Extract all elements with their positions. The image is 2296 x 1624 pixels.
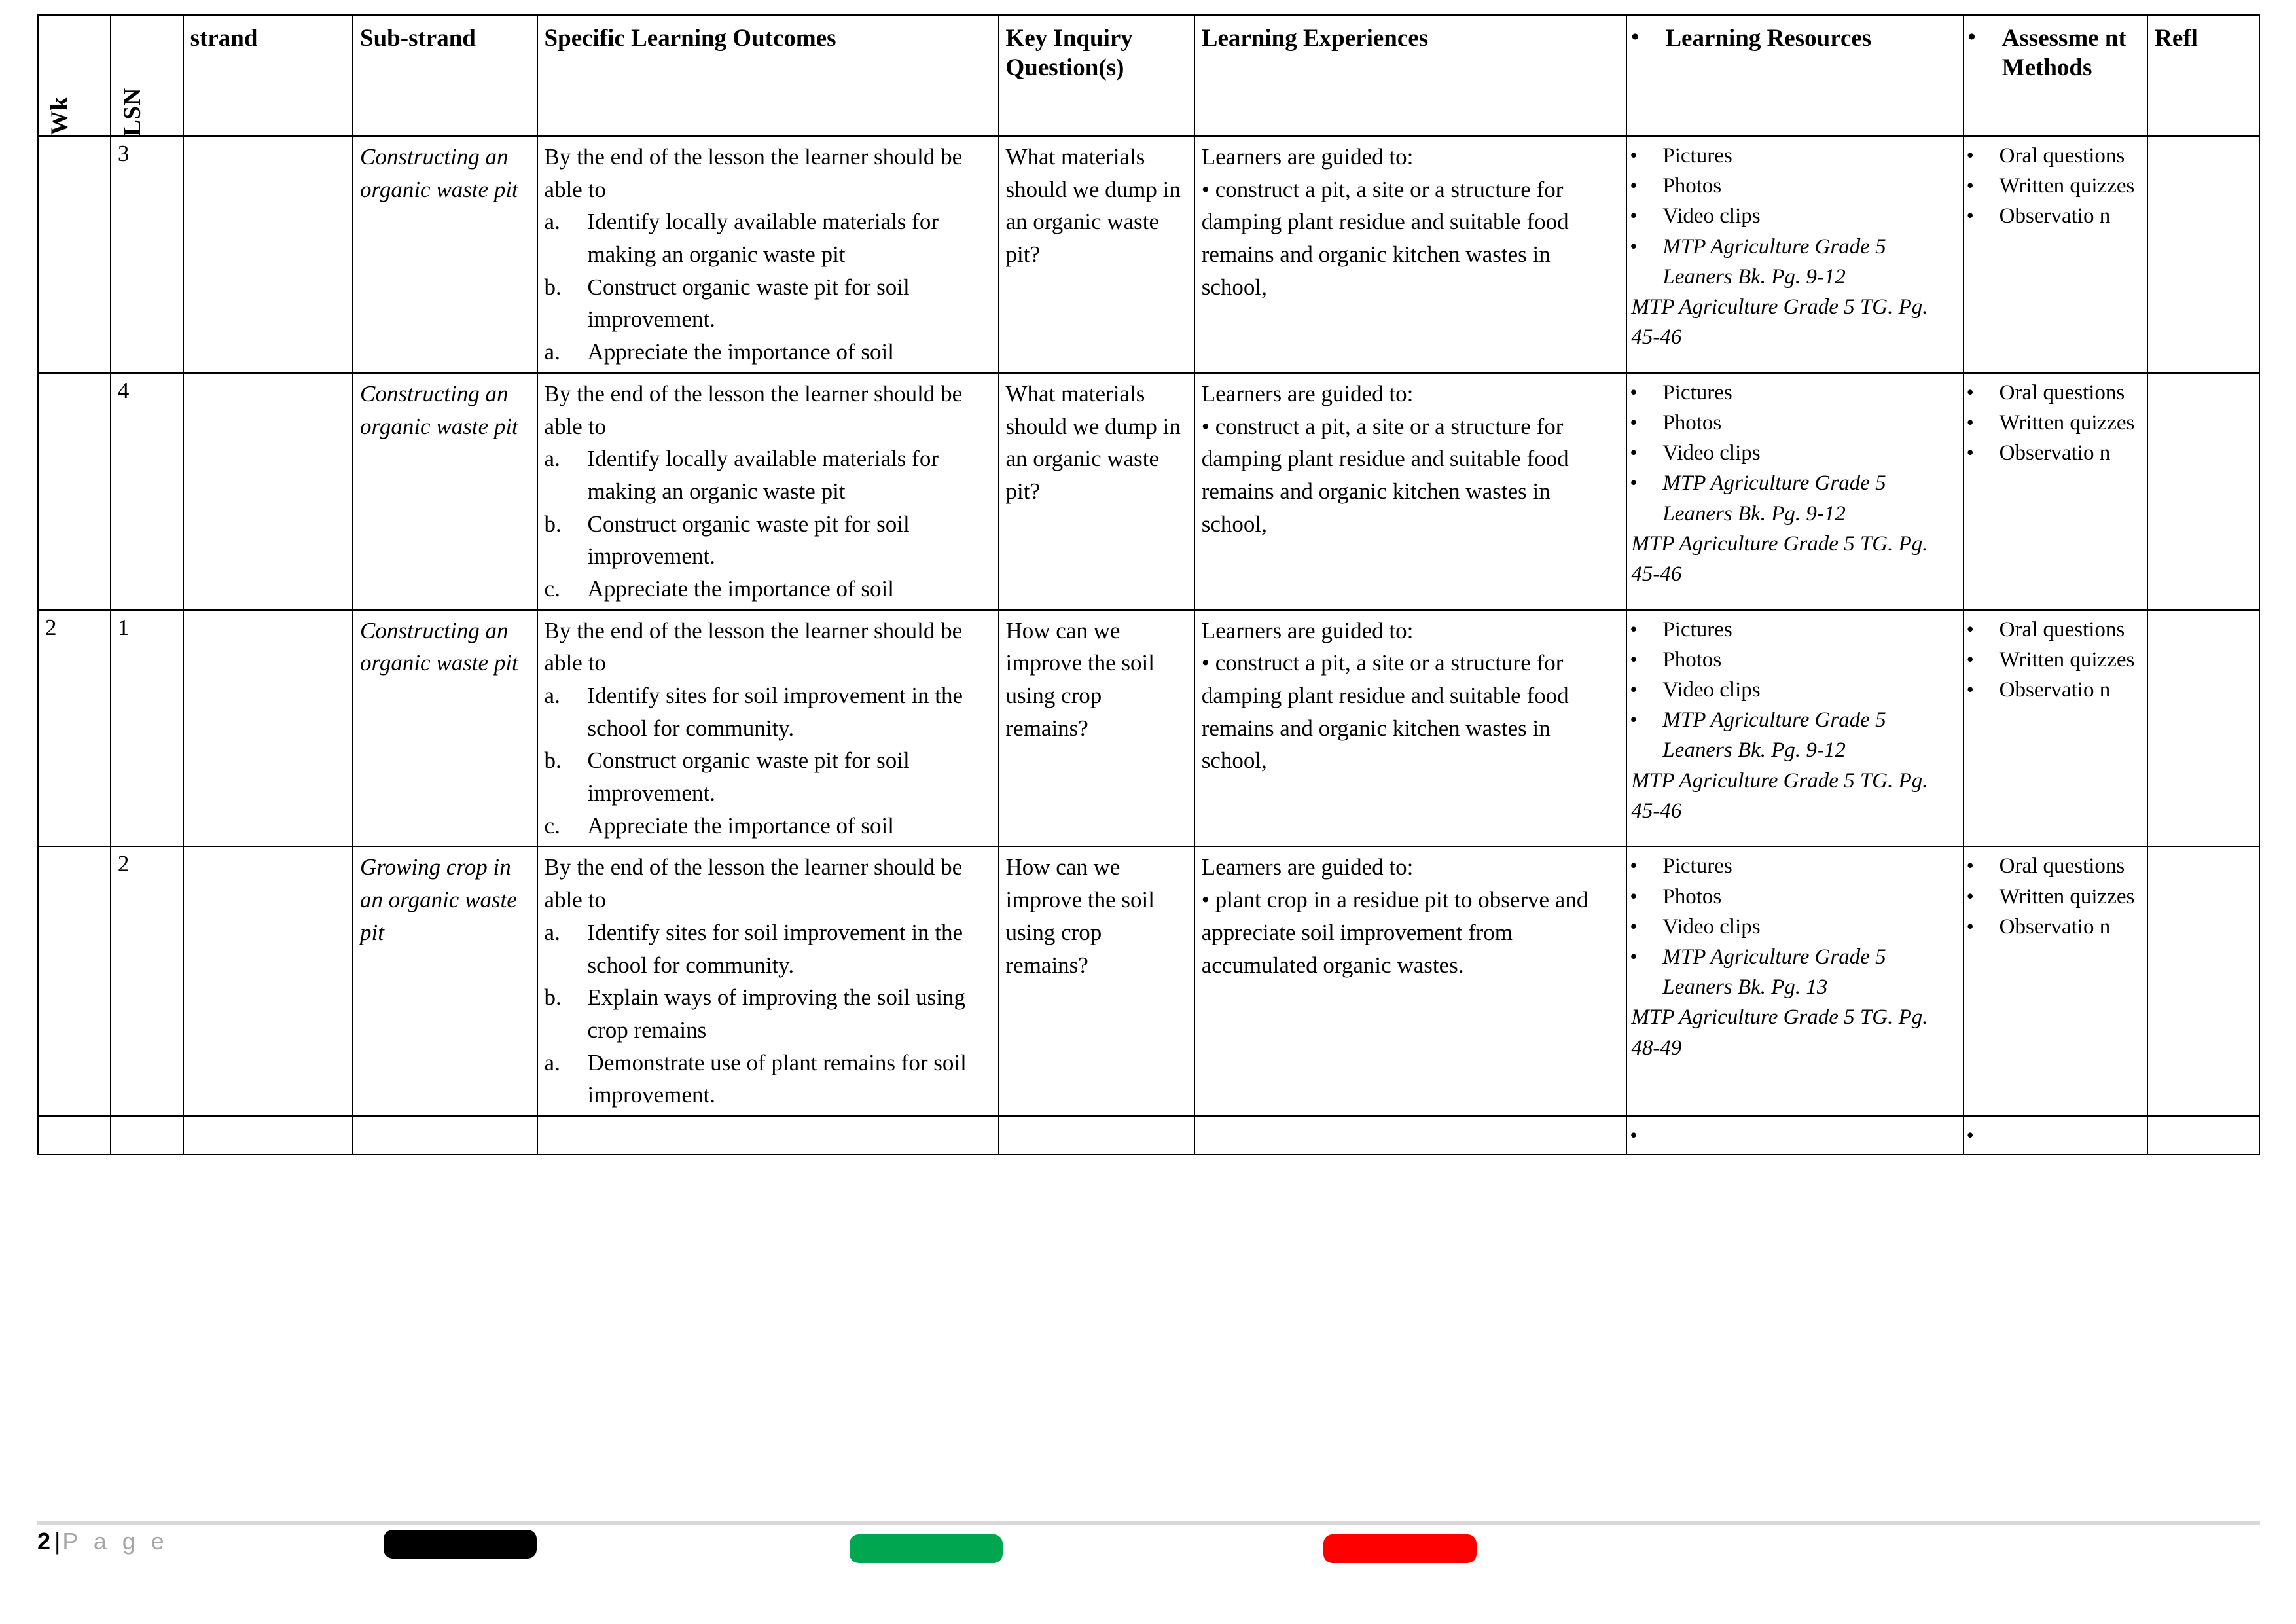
slo-text: Identify sites for soil improvement in the school for community. (587, 683, 963, 741)
assessment-item (1966, 438, 2142, 468)
cell-learning-resources (1626, 846, 1963, 1116)
column-header-key-inquiry-questions (999, 15, 1194, 136)
assessment-item (1966, 615, 2142, 645)
assessment-item (1966, 1121, 2142, 1150)
bullet-icon: • (1630, 617, 1638, 641)
assessment-text: Oral questions (1999, 144, 2125, 168)
cell-lsn: 1 (111, 610, 183, 847)
resource-text: MTP Agriculture Grade 5 Leaners Bk. Pg. 13 (1662, 945, 1886, 1000)
bullet-icon: • (1630, 708, 1638, 732)
slo-marker: a. (544, 683, 560, 708)
slo-intro: By the end of the lesson the learner should be able to (544, 144, 963, 202)
column-header-learning-experiences (1194, 15, 1627, 136)
resources-list (1630, 378, 1957, 529)
cell-lsn: 3 (111, 136, 183, 373)
slo-list (545, 916, 993, 1111)
column-header-lres-label: Learning Resources (1665, 25, 1872, 52)
resource-teacher-guide: MTP Agriculture Grade 5 TG. Pg. 48-49 (1631, 1005, 1928, 1060)
slo-marker: c. (544, 812, 560, 839)
slo-list-item (545, 981, 993, 1046)
bullet-icon: • (1630, 441, 1638, 465)
column-header-wk (38, 15, 111, 136)
resource-teacher-guide: MTP Agriculture Grade 5 TG. Pg. 45-46 (1631, 532, 1928, 586)
lex-item: • construct a pit, a site or a structure for damping plant residue and suitable food remains and organic kitchen wastes in school, (1201, 176, 1569, 300)
lex-item: • plant crop in a residue pit to observe and appreciate soil improvement from accumulated organic wastes. (1201, 887, 1588, 978)
bullet-icon: • (1966, 441, 1974, 465)
bullet-icon: • (1966, 380, 1974, 404)
bullet-icon: • (1630, 471, 1638, 495)
page-number: 2 (37, 1528, 51, 1555)
column-header-slo-label: Specific Learning Outcomes (544, 25, 836, 52)
cell-strand (183, 846, 353, 1116)
cell-sub-strand (353, 846, 537, 1116)
slo-list (545, 679, 993, 842)
cell-lsn: 2 (111, 846, 183, 1116)
slo-marker: b. (544, 748, 562, 774)
cell-wk (38, 373, 111, 610)
assessment-item (1966, 378, 2142, 408)
cell-reflection (2147, 373, 2259, 610)
bullet-icon: • (1630, 854, 1638, 878)
resource-text: Photos (1662, 647, 1722, 672)
sub-strand-text: Constructing an organic waste pit (360, 617, 518, 676)
slo-marker: b. (544, 274, 562, 300)
resource-text: Video clips (1662, 204, 1761, 228)
bullet-icon: • (1966, 410, 1974, 434)
bullet-icon: • (1966, 647, 1974, 671)
resource-teacher-guide: MTP Agriculture Grade 5 TG. Pg. 45-46 (1631, 768, 1928, 823)
assessment-item (1966, 675, 2142, 705)
cell-sub-strand (353, 136, 537, 373)
lex-intro: Learners are guided to: (1201, 380, 1414, 406)
cell-reflection (2147, 1116, 2259, 1155)
resources-list (1630, 141, 1957, 292)
cell-learning-resources (1626, 373, 1963, 610)
cell-learning-experiences (1194, 1116, 1627, 1155)
cell-specific-learning-outcomes (537, 1116, 999, 1155)
table-row (38, 846, 2259, 1116)
slo-text: Appreciate the importance of soil (587, 812, 894, 839)
resources-list (1630, 615, 1957, 766)
assessment-list (1966, 378, 2142, 469)
slo-text: Identify locally available materials for making an organic waste pit (587, 446, 939, 504)
bullet-icon: • (1630, 914, 1638, 938)
bullet-icon: • (1966, 204, 1974, 228)
bullet-icon: • (1630, 1123, 1638, 1147)
column-header-strand-label: strand (190, 25, 258, 52)
assessment-item (1966, 882, 2142, 912)
assessment-text: Observatio n (1999, 204, 2111, 228)
cell-learning-experiences (1194, 373, 1627, 610)
cell-wk: 2 (38, 610, 111, 847)
bullet-icon: • (1630, 410, 1638, 434)
cell-lsn: 4 (111, 373, 183, 610)
slo-marker: a. (544, 209, 560, 235)
assessment-item (1966, 912, 2142, 942)
assessment-text: Oral questions (1999, 617, 2125, 641)
assessment-list (1966, 1121, 2142, 1150)
resource-text: Pictures (1662, 617, 1732, 641)
table-header-row (38, 15, 2259, 136)
cell-reflection (2147, 610, 2259, 847)
cell-lsn (111, 1116, 183, 1155)
bullet-icon: • (1630, 380, 1638, 404)
slo-intro: By the end of the lesson the learner should be able to (544, 617, 963, 676)
slo-marker: b. (544, 511, 562, 537)
table-row-empty (38, 1116, 2259, 1155)
bullet-icon: • (1630, 173, 1638, 198)
bullet-icon: • (1966, 854, 1974, 878)
green-bar (850, 1534, 1003, 1563)
slo-list-item (545, 810, 993, 842)
assessment-list (1966, 851, 2142, 942)
resource-item (1630, 882, 1957, 912)
table-row (38, 136, 2259, 373)
assessment-text: Written quizzes (1999, 411, 2135, 435)
slo-list-item (545, 336, 993, 369)
slo-marker: a. (544, 339, 560, 365)
slo-marker: a. (544, 919, 560, 945)
resource-text: Video clips (1662, 441, 1761, 465)
cell-specific-learning-outcomes (537, 846, 999, 1116)
assessment-list (1966, 141, 2142, 232)
resource-teacher-guide: MTP Agriculture Grade 5 TG. Pg. 45-46 (1631, 295, 1928, 350)
column-header-lex-label: Learning Experiences (1201, 25, 1429, 52)
column-header-sub-strand-label: Sub-strand (360, 25, 476, 52)
slo-list-item (545, 508, 993, 573)
resource-text: Photos (1662, 411, 1722, 435)
slo-text: Appreciate the importance of soil (587, 575, 894, 602)
footer-divider (37, 1521, 2260, 1525)
column-header-kiq-label: Key Inquiry Question(s) (1005, 25, 1133, 82)
slo-intro: By the end of the lesson the learner should be able to (544, 380, 963, 439)
resource-text: Photos (1662, 884, 1722, 909)
assessment-text: Oral questions (1999, 854, 2125, 878)
column-header-strand (183, 15, 353, 136)
cell-assessment-methods (1964, 610, 2148, 847)
column-header-reflection (2147, 15, 2259, 136)
cell-assessment-methods (1964, 1116, 2148, 1155)
cell-assessment-methods (1964, 136, 2148, 373)
assessment-item (1966, 141, 2142, 171)
assessment-text: Written quizzes (1999, 647, 2135, 672)
cell-key-inquiry-question: How can we improve the soil using crop remains? (999, 610, 1194, 847)
resource-item (1630, 468, 1957, 528)
sub-strand-text: Constructing an organic waste pit (360, 380, 518, 439)
assessment-text: Written quizzes (1999, 174, 2135, 198)
scheme-of-work-table (37, 14, 2260, 1155)
sub-strand-text: Growing crop in an organic waste pit (360, 854, 517, 945)
sub-strand-text: Constructing an organic waste pit (360, 144, 518, 202)
cell-strand (183, 136, 353, 373)
table-row (38, 610, 2259, 847)
lex-intro: Learners are guided to: (1201, 854, 1414, 880)
slo-text: Construct organic waste pit for soil improvement. (587, 274, 910, 333)
assessment-item (1966, 851, 2142, 881)
bullet-icon: • (1966, 677, 1974, 701)
slo-list (545, 206, 993, 368)
column-header-reflection-label: Refl (2155, 25, 2198, 52)
assessment-text: Oral questions (1999, 380, 2125, 405)
cell-specific-learning-outcomes (537, 136, 999, 373)
slo-text: Construct organic waste pit for soil improvement. (587, 748, 910, 806)
resource-text: MTP Agriculture Grade 5 Leaners Bk. Pg. 9-12 (1662, 471, 1886, 526)
bullet-icon: • (1630, 647, 1638, 671)
cell-strand (183, 1116, 353, 1155)
resource-item (1630, 232, 1957, 292)
resource-item (1630, 1121, 1957, 1150)
bullet-icon: • (1967, 25, 1976, 49)
bullet-icon: • (1630, 884, 1638, 908)
cell-learning-experiences (1194, 846, 1627, 1116)
resources-list (1630, 1121, 1957, 1150)
slo-list-item (545, 442, 993, 507)
resource-item (1630, 171, 1957, 201)
bullet-icon: • (1966, 884, 1974, 908)
slo-marker: a. (544, 446, 560, 472)
slo-marker: b. (544, 984, 562, 1011)
slo-text: Demonstrate use of plant remains for soil improvement. (587, 1049, 967, 1108)
bullet-icon: • (1966, 914, 1974, 938)
cell-key-inquiry-question: How can we improve the soil using crop remains? (999, 846, 1194, 1116)
resource-item (1630, 912, 1957, 942)
slo-list-item (545, 1047, 993, 1111)
resource-item (1630, 438, 1957, 468)
cell-sub-strand (353, 1116, 537, 1155)
cell-learning-experiences (1194, 610, 1627, 847)
resource-item (1630, 615, 1957, 645)
resource-text: Pictures (1662, 380, 1732, 405)
black-bar (384, 1530, 537, 1559)
resource-text: Video clips (1662, 678, 1761, 702)
cell-wk (38, 846, 111, 1116)
page-footer (37, 1528, 169, 1555)
slo-text: Appreciate the importance of soil (587, 339, 894, 365)
resource-item (1630, 141, 1957, 171)
resource-item (1630, 705, 1957, 765)
cell-strand (183, 373, 353, 610)
assessment-item (1966, 645, 2142, 675)
cell-learning-experiences (1194, 136, 1627, 373)
resource-item (1630, 408, 1957, 438)
resource-item (1630, 645, 1957, 675)
resource-text: MTP Agriculture Grade 5 Leaners Bk. Pg. 9-12 (1662, 234, 1886, 289)
assessment-item (1966, 408, 2142, 438)
cell-key-inquiry-question (999, 1116, 1194, 1155)
cell-assessment-methods (1964, 373, 2148, 610)
slo-text: Explain ways of improving the soil using crop remains (587, 984, 965, 1043)
page-separator: | (54, 1528, 61, 1555)
table-row (38, 373, 2259, 610)
assessment-list (1966, 615, 2142, 706)
slo-list-item (545, 573, 993, 605)
lex-intro: Learners are guided to: (1201, 617, 1414, 643)
resource-text: Video clips (1662, 914, 1761, 939)
cell-specific-learning-outcomes (537, 610, 999, 847)
bullet-icon: • (1630, 945, 1638, 968)
bullet-icon: • (1966, 173, 1974, 198)
lex-intro: Learners are guided to: (1201, 144, 1414, 170)
lex-item: • construct a pit, a site or a structure for damping plant residue and suitable food remains and organic kitchen wastes in school, (1201, 650, 1569, 774)
bullet-icon: • (1630, 204, 1638, 228)
slo-marker: c. (544, 575, 560, 602)
cell-strand (183, 610, 353, 847)
table-body (38, 136, 2259, 1155)
assessment-item (1966, 171, 2142, 201)
resource-item (1630, 201, 1957, 231)
column-header-assessment-methods (1964, 15, 2148, 136)
column-header-sub-strand (353, 15, 537, 136)
cell-learning-resources (1626, 136, 1963, 373)
resource-text: MTP Agriculture Grade 5 Leaners Bk. Pg. 9-12 (1662, 708, 1886, 763)
bullet-icon: • (1966, 617, 1974, 641)
cell-learning-resources (1626, 610, 1963, 847)
resource-text: Pictures (1662, 854, 1732, 878)
assessment-text: Written quizzes (1999, 884, 2135, 909)
slo-text: Identify locally available materials for making an organic waste pit (587, 209, 939, 268)
column-header-wk-label: Wk (46, 96, 74, 135)
resource-text: Photos (1662, 174, 1722, 198)
cell-learning-resources (1626, 1116, 1963, 1155)
resources-list (1630, 851, 1957, 1002)
column-header-lsn-label: LSN (119, 88, 147, 136)
cell-sub-strand (353, 373, 537, 610)
column-header-specific-learning-outcomes (537, 15, 999, 136)
slo-text: Construct organic waste pit for soil improvement. (587, 511, 910, 569)
slo-list-item (545, 916, 993, 981)
cell-key-inquiry-question: What materials should we dump in an organic waste pit? (999, 373, 1194, 610)
page-label: P a g e (62, 1528, 169, 1555)
resource-item (1630, 675, 1957, 705)
column-header-lsn (111, 15, 183, 136)
resource-item (1630, 378, 1957, 408)
cell-specific-learning-outcomes (537, 373, 999, 610)
assessment-item (1966, 201, 2142, 231)
resource-item (1630, 942, 1957, 1002)
slo-list-item (545, 744, 993, 809)
cell-reflection (2147, 846, 2259, 1116)
cell-sub-strand (353, 610, 537, 847)
assessment-text: Observatio n (1999, 441, 2111, 465)
cell-wk (38, 1116, 111, 1155)
bullet-icon: • (1966, 1123, 1974, 1147)
cell-wk (38, 136, 111, 373)
slo-list-item (545, 271, 993, 336)
cell-key-inquiry-question: What materials should we dump in an organic waste pit? (999, 136, 1194, 373)
slo-list-item (545, 679, 993, 744)
resource-item (1630, 851, 1957, 881)
bullet-icon: • (1630, 234, 1638, 258)
slo-marker: a. (544, 1049, 560, 1075)
bullet-icon: • (1631, 25, 1640, 49)
red-bar (1323, 1534, 1477, 1563)
bullet-icon: • (1966, 143, 1974, 167)
bullet-icon: • (1630, 143, 1638, 167)
slo-text: Identify sites for soil improvement in the school for community. (587, 919, 963, 978)
slo-intro: By the end of the lesson the learner should be able to (544, 854, 963, 913)
cell-assessment-methods (1964, 846, 2148, 1116)
cell-reflection (2147, 136, 2259, 373)
bullet-icon: • (1630, 677, 1638, 701)
assessment-text: Observatio n (1999, 914, 2111, 939)
column-header-assessment-label: Assessme nt Methods (2001, 25, 2126, 82)
assessment-text: Observatio n (1999, 678, 2111, 702)
slo-list (545, 442, 993, 605)
resource-text: Pictures (1662, 144, 1732, 168)
slo-list-item (545, 206, 993, 270)
column-header-learning-resources (1626, 15, 1963, 136)
lex-item: • construct a pit, a site or a structure for damping plant residue and suitable food remains and organic kitchen wastes in school, (1201, 413, 1569, 537)
